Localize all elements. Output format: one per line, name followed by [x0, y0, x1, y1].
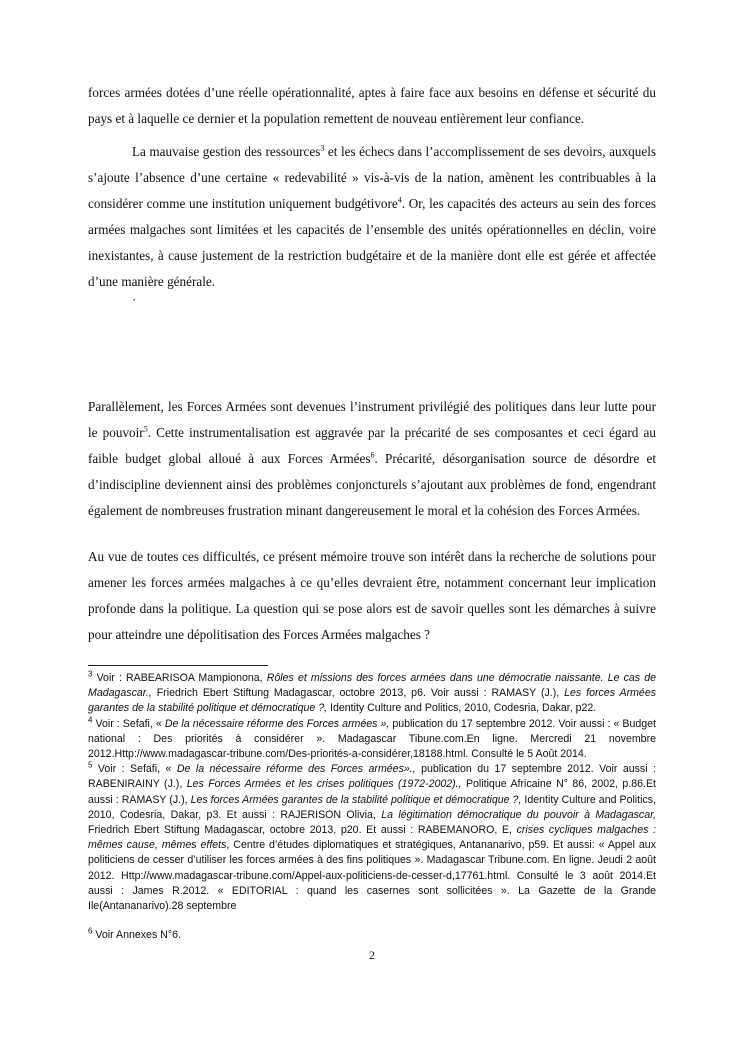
footnote-3: $^3$ Voir : RABEARISOA Mampionona, Rôles et missions des forces armées dans une démocratie naissante. Le cas de Madagascar., Friedrich Ebert Stiftung Madagascar, octobre 2013, p6. Voir aussi : RAMASY (J.), Les forces Armées garantes de la stabilité politique et démocratique ?, Identity Culture and Politics, 2010, Codesria, Dakar, p22.	[88, 669, 657, 715]
footnote-separator	[88, 665, 268, 666]
footnote-ref-5[interactable]: 5	[143, 424, 148, 434]
footnotes	[88, 671, 656, 943]
footnote-6: $^6$ Voir Annexes N°6.	[88, 926, 181, 942]
paragraph-2: La mauvaise gestion des ressources$^3$ et les échecs dans l’accomplissement de ses devoirs, auxquels s’ajoute l’absence d’une certaine « redevabilité » vis-à-vis de la nation, amènent les contribuables à la considérer comme une institution uniquement budgétivore$^4$. Or, les capacités des acteurs au sein des forces armées malgaches sont limitées et les capacités de l’ensemble des unités opérationnelles en déclin, voire inexistantes, à cause justement de la restriction budgétaire et de la manière dont elle est gérée et affectée d’une manière générale.	[88, 143, 657, 289]
stray-dot: ·	[132, 292, 137, 307]
paragraph-3: Parallèlement, les Forces Armées sont devenues l’instrument privilégié des politiques dans leur lutte pour le pouvoir$^5$. Cette instrumentalisation est aggravée par la précarité de ses composantes et ceci égard au faible budget global alloué à aux Forces Armées$^6$. Précarité, désorganisation source de désordre et d’indiscipline deviennent ainsi des problèmes conjoncturels s’ajoutant aux problèmes de fond, engendrant également de nombreuses frustration minant dangereusement le moral et la cohésion des Forces Armées.	[88, 399, 656, 518]
footnote-ref-6[interactable]: 6	[370, 450, 375, 460]
paragraph-1: forces armées dotées d’une réelle opérationnalité, aptes à faire face aux besoins en défense et sécurité du pays et à laquelle ce dernier et la population remettent de nouveau entièrement leur confiance.	[88, 85, 656, 126]
page-number: 2	[369, 948, 375, 962]
footnote-5: $^5$ Voir : Sefafi, « De la nécessaire réforme des Forces armées»., publication du 17 septembre 2012. Voir aussi : RABENIRAINY (J.), Les Forces Armées et les crises politiques (1972-2002)., Politique Africaine N° 86, 2002, p.86.Et aussi : RAMASY (J.), Les forces Armées garantes de la stabilité politique et démocratique ?, Identity Culture and Politics, 2010, Codesria, Dakar, p3. Et aussi : RAJERISON Olivia, La légitimation démocratique du pouvoir à Madagascar, Friedrich Ebert Stiftung Madagascar, octobre 2013, p20. Et aussi : RABEMANORO, E, crises cycliques malgaches : mêmes cause, mêmes effets, Centre d’études diplomatiques et stratégiques, Antananarivo, p59. Et aussi: « Appel aux politiciens de cesser d’utiliser les forces armées à des fins politiques ». Madagascar Tribune.com. En ligne. Jeudi 2 août 2012. Http://www.madagascar-tribune.com/Appel-aux-politiciens-de-cesser-d,17761.html. Consulté le 3 août 2014.Et aussi : James R.2012. « EDITORIAL : quand les casernes sont sollicitées ». La Gazette de la Grande Ile(Antananarivo).28 septembre	[88, 760, 657, 913]
footnote-ref-4[interactable]: 4	[397, 195, 402, 205]
footnote-ref-3[interactable]: 3	[320, 143, 325, 153]
footnote-4: $^4$ Voir : Sefafi, « De la nécessaire réforme des Forces armées », publication du 17 septembre 2012. Voir aussi : « Budget national : Des priorités à considérer ». Madagascar Tibune.com.En ligne. Mercredi 21 novembre 2012.Http://www.madagascar-tribune.com/Des-priorités-a-considérer,18188.html. Consulté le 5 Août 2014.	[88, 715, 656, 761]
paragraph-4: Au vue de toutes ces difficultés, ce présent mémoire trouve son intérêt dans la recherche de solutions pour amener les forces armées malgaches à ce qu’elles devraient être, notamment concernant leur implication profonde dans la politique. La question qui se pose alors est de savoir quelles sont les démarches à suivre pour atteindre une dépolitisation des Forces Armées malgaches ?	[88, 549, 656, 642]
